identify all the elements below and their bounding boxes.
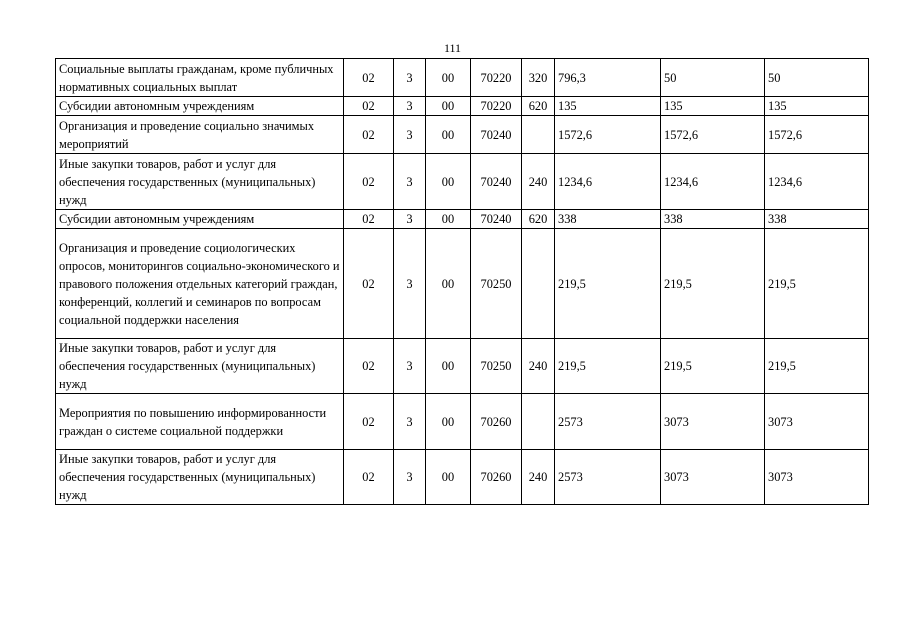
cell-program: 00 (426, 394, 471, 450)
cell-amount-3: 3073 (765, 450, 869, 505)
row-name: Субсидии автономным учреждениям (56, 210, 344, 229)
cell-amount-1: 1572,6 (555, 116, 661, 154)
cell-target-code: 70240 (471, 210, 522, 229)
cell-program: 00 (426, 339, 471, 394)
cell-expense-type: 240 (522, 154, 555, 210)
cell-expense-type: 240 (522, 339, 555, 394)
cell-target-code: 70240 (471, 154, 522, 210)
cell-target-code: 70240 (471, 116, 522, 154)
cell-amount-1: 135 (555, 97, 661, 116)
cell-amount-3: 219,5 (765, 229, 869, 339)
cell-program: 00 (426, 210, 471, 229)
cell-amount-2: 50 (661, 59, 765, 97)
cell-amount-2: 219,5 (661, 229, 765, 339)
row-name: Иные закупки товаров, работ и услуг для обеспечения государственных (муниципальных) нужд (56, 154, 344, 210)
cell-amount-2: 1234,6 (661, 154, 765, 210)
cell-subsection: 3 (394, 210, 426, 229)
cell-amount-1: 2573 (555, 450, 661, 505)
row-name: Субсидии автономным учреждениям (56, 97, 344, 116)
table-row (56, 154, 869, 210)
row-name: Иные закупки товаров, работ и услуг для обеспечения государственных (муниципальных) нужд (56, 450, 344, 505)
cell-section: 02 (344, 229, 394, 339)
cell-amount-2: 1572,6 (661, 116, 765, 154)
table-row (56, 210, 869, 229)
cell-subsection: 3 (394, 59, 426, 97)
cell-subsection: 3 (394, 154, 426, 210)
cell-amount-3: 219,5 (765, 339, 869, 394)
cell-program: 00 (426, 116, 471, 154)
table-row (56, 116, 869, 154)
cell-amount-1: 338 (555, 210, 661, 229)
cell-program: 00 (426, 450, 471, 505)
budget-table (55, 58, 869, 505)
cell-program: 00 (426, 97, 471, 116)
cell-expense-type: 620 (522, 210, 555, 229)
cell-subsection: 3 (394, 97, 426, 116)
cell-amount-1: 2573 (555, 394, 661, 450)
cell-target-code: 70250 (471, 229, 522, 339)
cell-program: 00 (426, 59, 471, 97)
table-row (56, 394, 869, 450)
cell-amount-2: 3073 (661, 450, 765, 505)
cell-target-code: 70220 (471, 97, 522, 116)
cell-section: 02 (344, 339, 394, 394)
row-name: Организация и проведение социологических опросов, мониторингов социально-экономического и правового положения отдельных категорий граждан, конференций, коллегий и семинаров по вопросам социальной поддержки населения (56, 229, 344, 339)
cell-amount-3: 135 (765, 97, 869, 116)
row-name: Организация и проведение социально значимых мероприятий (56, 116, 344, 154)
cell-amount-1: 219,5 (555, 339, 661, 394)
cell-amount-3: 1234,6 (765, 154, 869, 210)
cell-amount-1: 219,5 (555, 229, 661, 339)
cell-section: 02 (344, 116, 394, 154)
cell-amount-3: 338 (765, 210, 869, 229)
cell-section: 02 (344, 394, 394, 450)
cell-expense-type (522, 229, 555, 339)
cell-target-code: 70220 (471, 59, 522, 97)
cell-expense-type (522, 116, 555, 154)
cell-subsection: 3 (394, 339, 426, 394)
cell-amount-2: 3073 (661, 394, 765, 450)
cell-subsection: 3 (394, 450, 426, 505)
table-row (56, 450, 869, 505)
cell-expense-type: 620 (522, 97, 555, 116)
cell-amount-1: 796,3 (555, 59, 661, 97)
cell-subsection: 3 (394, 229, 426, 339)
cell-section: 02 (344, 59, 394, 97)
table-row (56, 339, 869, 394)
cell-amount-3: 1572,6 (765, 116, 869, 154)
cell-section: 02 (344, 210, 394, 229)
cell-target-code: 70260 (471, 394, 522, 450)
cell-target-code: 70250 (471, 339, 522, 394)
cell-expense-type: 320 (522, 59, 555, 97)
cell-amount-2: 135 (661, 97, 765, 116)
row-name: Социальные выплаты гражданам, кроме публичных нормативных социальных выплат (56, 59, 344, 97)
table-row (56, 229, 869, 339)
table-row (56, 59, 869, 97)
page-number: 111 (443, 41, 462, 55)
cell-amount-3: 50 (765, 59, 869, 97)
cell-expense-type (522, 394, 555, 450)
cell-program: 00 (426, 229, 471, 339)
cell-target-code: 70260 (471, 450, 522, 505)
cell-section: 02 (344, 450, 394, 505)
cell-program: 00 (426, 154, 471, 210)
cell-amount-3: 3073 (765, 394, 869, 450)
cell-amount-2: 338 (661, 210, 765, 229)
row-name: Мероприятия по повышению информированности граждан о системе социальной поддержки (56, 394, 344, 450)
cell-expense-type: 240 (522, 450, 555, 505)
cell-amount-1: 1234,6 (555, 154, 661, 210)
cell-section: 02 (344, 154, 394, 210)
table-row (56, 97, 869, 116)
cell-subsection: 3 (394, 394, 426, 450)
cell-amount-2: 219,5 (661, 339, 765, 394)
cell-subsection: 3 (394, 116, 426, 154)
row-name: Иные закупки товаров, работ и услуг для обеспечения государственных (муниципальных) нужд (56, 339, 344, 394)
cell-section: 02 (344, 97, 394, 116)
